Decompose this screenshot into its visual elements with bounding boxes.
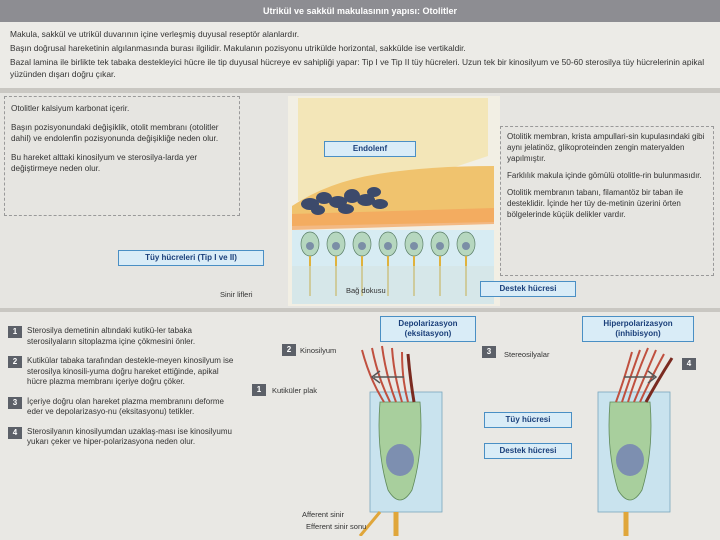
step-4 bbox=[8, 427, 240, 448]
left-box-p3: Bu hareket alttaki kinosilyum ve sterosilya-larda yer değiştirmeye neden olur. bbox=[11, 153, 198, 173]
right-box-p2: Farklılık makula içinde gömülü otolitle-rin bulunmasıdır. bbox=[507, 171, 702, 180]
figure-number-2: 2 bbox=[282, 344, 296, 356]
intro-p2: Başın doğrusal hareketinin algılanmasında burası ilgilidir. Makulanın pozisyonu utrikülde horizontal, sakkülde ise vertikaldir. bbox=[10, 43, 466, 53]
tuy-hucreleri-label: Tüy hücreleri (Tip I ve II) bbox=[118, 250, 264, 266]
otolitik-membran-note bbox=[500, 126, 714, 276]
mechanism-steps bbox=[8, 326, 240, 457]
page-title: Utrikül ve sakkül makulasının yapısı: Otolitler bbox=[0, 0, 720, 22]
destek-hucresi-label: Destek hücresi bbox=[484, 443, 572, 459]
direction-arrow-left bbox=[366, 370, 406, 384]
kutikuler-plak-label: Kutiküler plak bbox=[272, 386, 318, 395]
step-text: Sterosilyanın kinosilyumdan uzaklaş-ması ise kinosilyumu yukarı çeker ve hiper-polarizasyona neden olur. bbox=[27, 426, 232, 446]
intro-p1: Makula, sakkül ve utrikül duvarının içine verleşmiş duyusal reseptör alanlardır. bbox=[10, 29, 300, 39]
hyperpolarization-label: Hiperpolarizasyon (inhibisyon) bbox=[582, 316, 694, 342]
intro-p3: Bazal lamina ile birlikte tek tabaka destekleyici hücre ile tip duyusal hücreye ev sahipliği yapar: Tip I ve Tip II tüy hücreleri. Uzun tek bir kinosilyum ve 50-60 sterosilya tüy hücrelerinin apikal yüzünden dışarı doğru çıkar. bbox=[10, 57, 705, 79]
otolitler-note bbox=[4, 96, 240, 216]
step-number: 1 bbox=[8, 326, 22, 338]
figure-number-3: 3 bbox=[482, 346, 496, 358]
macula-illustration bbox=[288, 96, 500, 306]
bag-dokusu-label: Bağ dokusu bbox=[346, 286, 386, 295]
intro-text bbox=[10, 28, 710, 82]
figure-number-4: 4 bbox=[682, 358, 696, 370]
step-number: 3 bbox=[8, 397, 22, 409]
tuy-hucresi-label: Tüy hücresi bbox=[484, 412, 572, 428]
step-text: Sterosilya demetinin altındaki kutikü-ler tabaka sterosilyaların sitoplazma içine çökmesini önler. bbox=[27, 326, 196, 346]
step-2 bbox=[8, 356, 240, 388]
step-3 bbox=[8, 397, 240, 418]
left-box-p2: Başın pozisyonundaki değişiklik, otolit membranı (otolitler dahil) ve endolenfin pozisyonunda değişikliğe neden olur. bbox=[11, 123, 219, 143]
endolenf-label: Endolenf bbox=[324, 141, 416, 157]
right-box-p3: Otolitik membranın tabanı, filamantöz bir taban ile desteklidir. İçinde her tüy de-metinin üzerini örten bölgelerinde küçük delikler vardır. bbox=[507, 188, 684, 219]
efferent-sinir-label: Efferent sinir sonu bbox=[306, 522, 367, 531]
step-text: İçeriye doğru olan hareket plazma membranını deforme eder ve depolarizasyo-nu (eksitasyonu) tetikler. bbox=[27, 396, 224, 416]
depolarization-label: Depolarizasyon (eksitasyon) bbox=[380, 316, 476, 342]
sinir-lifleri-label: Sinir lifleri bbox=[220, 290, 253, 299]
step-number: 2 bbox=[8, 356, 22, 368]
figure-number-1: 1 bbox=[252, 384, 266, 396]
sterosilyalar-label: Stereosilyalar bbox=[504, 350, 550, 359]
kinosilyum-label: Kinosilyum bbox=[300, 346, 337, 355]
destek-hucresi-top-label: Destek hücresi bbox=[480, 281, 576, 297]
right-box-p1: Otolitik membran, krista ampullari-sin kupulasındaki gibi aynı jelatinöz, glikoproteinden zengin materyalden yapılmıştır. bbox=[507, 132, 705, 163]
step-1 bbox=[8, 326, 240, 347]
step-number: 4 bbox=[8, 427, 22, 439]
step-text: Kutikülar tabaka tarafından destekle-meyen kinosilyum ise sterosilya kinosili-yuma doğru hareket ettiğinde, apikal hücre plazma membranı içeriye doğru çöker. bbox=[27, 356, 234, 386]
direction-arrow-right bbox=[622, 370, 662, 384]
afferent-sinir-label: Afferent sinir bbox=[302, 510, 344, 519]
left-box-p1: Otolitler kalsiyum karbonat içerir. bbox=[11, 104, 130, 113]
